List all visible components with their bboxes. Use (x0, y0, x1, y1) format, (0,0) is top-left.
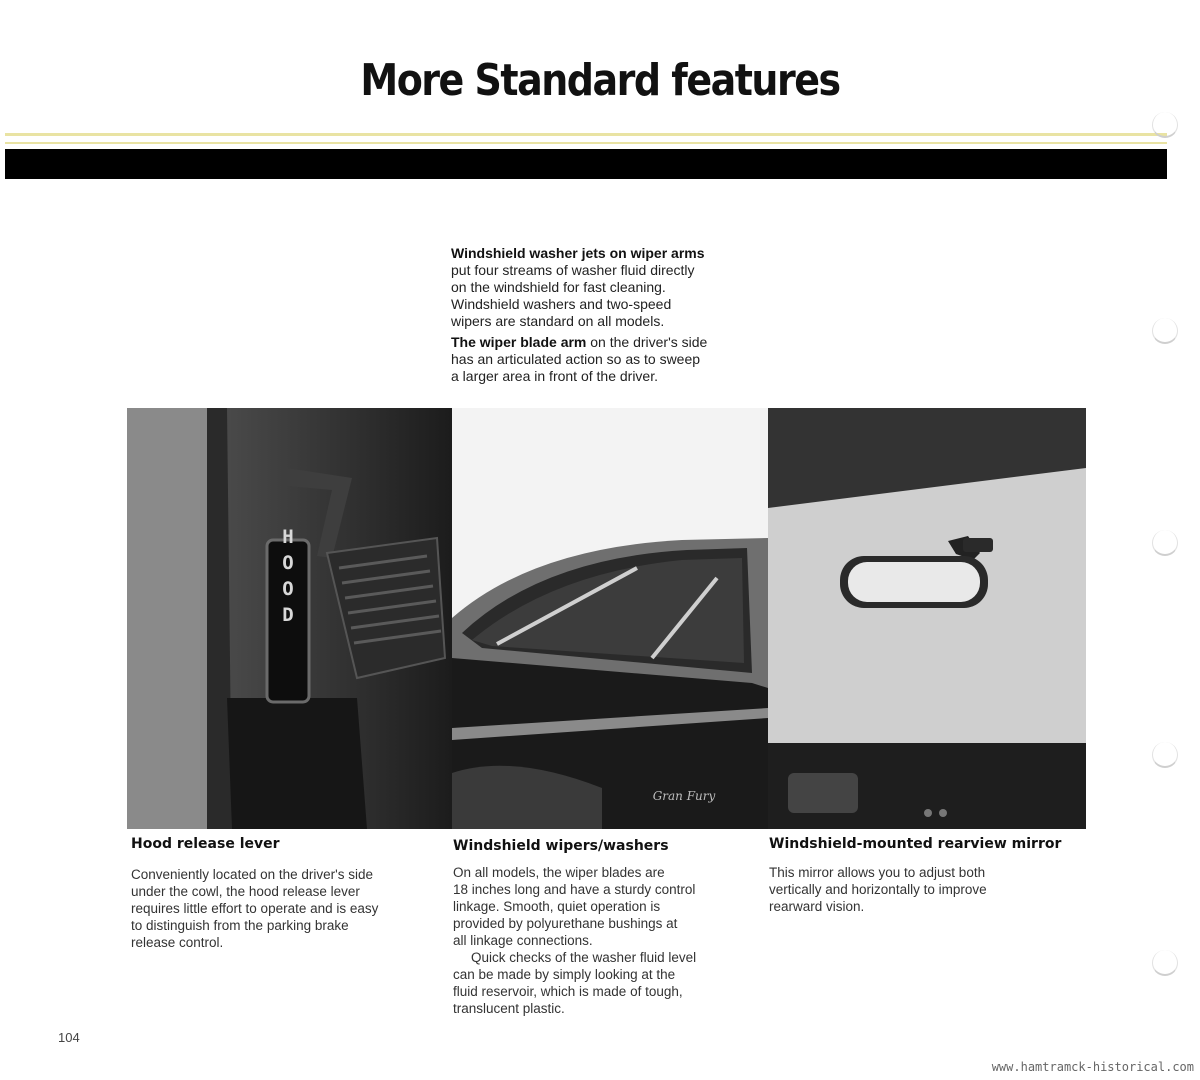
decorative-rule (5, 133, 1167, 136)
wipers-heading: Windshield wipers/washers (453, 838, 669, 854)
wipers-body-line: linkage. Smooth, quiet operation is (453, 899, 661, 914)
intro-line: wipers are standard on all models. (451, 313, 665, 329)
wipers-body-line: Quick checks of the washer fluid level (471, 950, 697, 965)
intro-line: a larger area in front of the driver. (451, 368, 658, 384)
binder-ring-icon (1152, 318, 1178, 344)
wipers-body-line: On all models, the wiper blades are (453, 865, 665, 880)
decorative-rule-2 (5, 142, 1167, 144)
header-bar (5, 149, 1167, 179)
hood-release-photo (127, 408, 452, 829)
mirror-heading: Windshield-mounted rearview mirror (769, 836, 1062, 852)
wipers-photo (452, 408, 768, 829)
intro-line: Windshield washers and two-speed (451, 296, 672, 312)
mirror-photo (768, 408, 1086, 829)
intro-heading-wiper-arm: The wiper blade arm (451, 334, 587, 350)
wipers-body-line: translucent plastic. (453, 1001, 565, 1016)
hood-body-line: under the cowl, the hood release lever (131, 884, 360, 899)
intro-line: on the windshield for fast cleaning. (451, 279, 666, 295)
wipers-body-line: can be made by simply looking at the (453, 967, 676, 982)
hood-lever-label: HOOD (277, 526, 299, 630)
mirror-body-line: vertically and horizontally to improve (769, 882, 987, 897)
intro-line: on the driver's side (590, 334, 708, 350)
wipers-body-line: all linkage connections. (453, 933, 593, 948)
hood-body-line: to distinguish from the parking brake (131, 918, 349, 933)
intro-text (451, 245, 771, 389)
binder-ring-icon (1152, 950, 1178, 976)
hood-body (131, 866, 431, 951)
binder-ring-icon (1152, 530, 1178, 556)
intro-line: has an articulated action so as to sweep (451, 351, 701, 367)
mirror-body (769, 864, 1089, 915)
hood-heading: Hood release lever (131, 836, 280, 852)
wipers-body-line: provided by polyurethane bushings at (453, 916, 678, 931)
intro-heading-washer-jets: Windshield washer jets on wiper arms (451, 245, 705, 261)
wipers-body (453, 864, 753, 1017)
watermark-url: www.hamtramck-historical.com (991, 1060, 1194, 1074)
hood-body-line: release control. (131, 935, 224, 950)
wipers-body-line: fluid reservoir, which is made of tough, (453, 984, 683, 999)
mirror-body-line: This mirror allows you to adjust both (769, 865, 986, 880)
intro-line: put four streams of washer fluid directly (451, 262, 695, 278)
binder-ring-icon (1152, 112, 1178, 138)
mirror-body-line: rearward vision. (769, 899, 865, 914)
hood-body-line: requires little effort to operate and is easy (131, 901, 379, 916)
car-badge-text: Gran Fury (652, 789, 716, 803)
binder-ring-icon (1152, 742, 1178, 768)
page-number: 104 (58, 1030, 80, 1045)
page-title: More Standard features (360, 54, 840, 106)
hood-body-line: Conveniently located on the driver's side (131, 867, 373, 882)
wipers-body-line: 18 inches long and have a sturdy control (453, 882, 696, 897)
